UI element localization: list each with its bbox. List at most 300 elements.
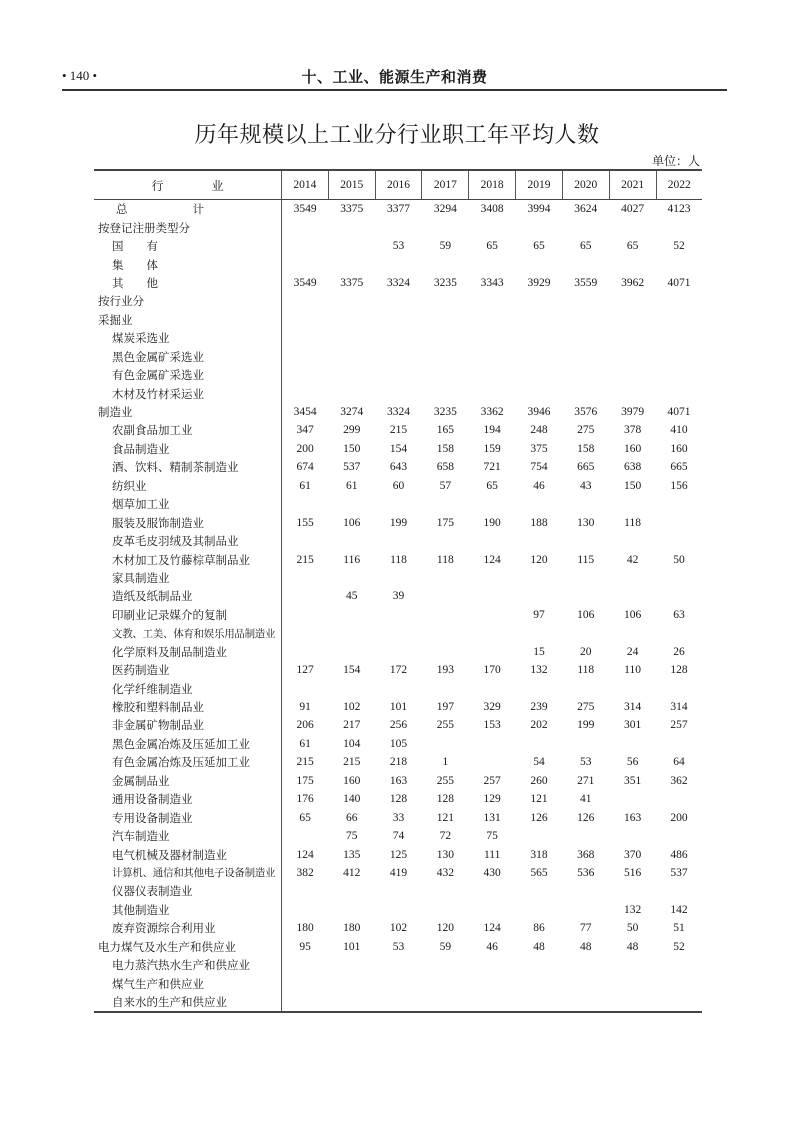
cell-value: 33 <box>392 811 405 824</box>
cell-value <box>469 255 516 273</box>
cell-value: 351 <box>623 774 642 787</box>
cell-value <box>609 366 656 384</box>
cell-value <box>656 513 702 531</box>
cell-value: 124 <box>483 922 501 935</box>
cell-value: 158 <box>577 442 595 455</box>
table-row <box>94 808 702 826</box>
row-label: 化学纤维制造业 <box>94 679 282 697</box>
cell-value: 3979 <box>621 406 645 419</box>
row-label: 电力煤气及水生产和供应业 <box>94 938 282 956</box>
cell-value <box>562 901 609 919</box>
row-label: 其 他 <box>94 274 282 292</box>
cell-value <box>656 218 702 236</box>
cell-value <box>328 901 375 919</box>
cell-value: 3324 <box>387 406 411 419</box>
table-row <box>94 753 702 771</box>
cell-value: 51 <box>673 922 685 935</box>
table-row <box>94 919 702 937</box>
cell-value: 202 <box>530 719 548 732</box>
cell-value <box>656 348 702 366</box>
cell-value: 15 <box>533 645 545 658</box>
row-label: 煤气生产和供应业 <box>94 974 282 992</box>
cell-value <box>282 974 329 992</box>
cell-value: 65 <box>580 240 592 253</box>
cell-value <box>422 348 469 366</box>
cell-value: 163 <box>389 774 408 787</box>
row-label: 金属制品业 <box>94 772 282 790</box>
cell-value: 120 <box>530 553 548 566</box>
table-row <box>94 329 702 347</box>
cell-value <box>656 587 702 605</box>
cell-value <box>469 606 516 624</box>
cell-value: 156 <box>670 479 688 492</box>
cell-value <box>469 311 516 329</box>
cell-value <box>422 532 469 550</box>
cell-value: 102 <box>343 701 361 714</box>
cell-value <box>516 329 563 347</box>
cell-value: 537 <box>343 461 361 474</box>
cell-value <box>469 882 516 900</box>
cell-value: 190 <box>483 516 501 529</box>
cell-value <box>469 753 516 771</box>
cell-value <box>422 255 469 273</box>
table-row <box>94 679 702 697</box>
cell-value: 412 <box>343 866 361 879</box>
cell-value <box>422 956 469 974</box>
cell-value <box>422 587 469 605</box>
column-header-year: 2021 <box>609 170 656 200</box>
cell-value: 638 <box>623 461 642 474</box>
cell-value: 4123 <box>667 203 691 216</box>
cell-value: 118 <box>436 553 454 566</box>
table-row <box>94 698 702 716</box>
cell-value <box>562 624 609 642</box>
table-row <box>94 550 702 568</box>
cell-value <box>656 956 702 974</box>
cell-value: 102 <box>389 922 408 935</box>
cell-value <box>516 366 563 384</box>
cell-value <box>422 329 469 347</box>
cell-value: 176 <box>296 793 314 806</box>
row-label: 皮革毛皮羽绒及其制品业 <box>94 532 282 550</box>
cell-value: 65 <box>486 240 498 253</box>
cell-value <box>282 569 329 587</box>
table-row <box>94 606 702 624</box>
cell-value: 20 <box>580 645 592 658</box>
cell-value: 124 <box>296 848 314 861</box>
cell-value: 3274 <box>340 406 364 419</box>
cell-value <box>375 384 422 402</box>
cell-value: 3454 <box>293 406 317 419</box>
table-title: 历年规模以上工业分行业职工年平均人数 <box>194 123 600 148</box>
cell-value <box>609 624 656 642</box>
cell-value: 257 <box>670 719 688 732</box>
cell-value: 61 <box>345 479 358 492</box>
cell-value <box>375 329 422 347</box>
cell-value: 105 <box>389 737 408 750</box>
page-header <box>62 66 727 88</box>
cell-value: 3559 <box>574 276 598 289</box>
cell-value: 154 <box>343 664 361 677</box>
cell-value: 3994 <box>527 203 551 216</box>
cell-value <box>328 366 375 384</box>
cell-value: 643 <box>389 461 408 474</box>
cell-value: 116 <box>343 553 361 566</box>
cell-value: 130 <box>436 848 454 861</box>
cell-value: 66 <box>345 811 358 824</box>
cell-value: 127 <box>296 664 314 677</box>
cell-value <box>469 956 516 974</box>
cell-value <box>516 255 563 273</box>
cell-value <box>422 624 469 642</box>
cell-value <box>328 624 375 642</box>
cell-value: 150 <box>623 479 642 492</box>
cell-value: 65 <box>486 479 498 492</box>
cell-value: 160 <box>670 442 688 455</box>
cell-value: 132 <box>530 664 548 677</box>
table-row <box>94 274 702 292</box>
cell-value <box>609 384 656 402</box>
row-label: 农副食品加工业 <box>94 421 282 439</box>
cell-value: 430 <box>483 866 501 879</box>
cell-value <box>282 901 329 919</box>
cell-value: 3549 <box>293 276 317 289</box>
cell-value <box>328 882 375 900</box>
cell-value: 721 <box>483 461 501 474</box>
table-row <box>94 348 702 366</box>
row-label: 专用设备制造业 <box>94 808 282 826</box>
cell-value: 46 <box>533 479 545 492</box>
cell-value <box>562 882 609 900</box>
cell-value: 170 <box>483 664 501 677</box>
cell-value: 382 <box>296 866 314 879</box>
cell-value <box>609 495 656 513</box>
page-number: • 140 • <box>62 68 98 83</box>
cell-value: 3946 <box>527 406 551 419</box>
column-header-year: 2015 <box>328 170 375 200</box>
cell-value: 50 <box>626 922 639 935</box>
cell-value <box>375 311 422 329</box>
cell-value: 301 <box>623 719 642 732</box>
table-row <box>94 845 702 863</box>
cell-value: 3362 <box>480 406 504 419</box>
cell-value <box>328 329 375 347</box>
cell-value: 200 <box>296 442 314 455</box>
cell-value: 206 <box>296 719 314 732</box>
table-row <box>94 993 702 1012</box>
cell-value <box>562 348 609 366</box>
row-label: 仪器仪表制造业 <box>94 882 282 900</box>
cell-value: 72 <box>439 830 452 843</box>
cell-value <box>422 901 469 919</box>
cell-value: 255 <box>436 774 454 787</box>
cell-value <box>375 956 422 974</box>
table-row <box>94 827 702 845</box>
cell-value: 63 <box>673 608 685 621</box>
cell-value <box>422 366 469 384</box>
cell-value <box>609 218 656 236</box>
table-row <box>94 311 702 329</box>
cell-value: 3235 <box>433 406 457 419</box>
cell-value <box>375 569 422 587</box>
cell-value <box>282 366 329 384</box>
row-label: 其他制造业 <box>94 901 282 919</box>
table-row <box>94 237 702 255</box>
table-row <box>94 790 702 808</box>
cell-value: 135 <box>343 848 361 861</box>
cell-value <box>469 218 516 236</box>
cell-value: 163 <box>623 811 642 824</box>
cell-value <box>469 569 516 587</box>
cell-value: 106 <box>623 608 642 621</box>
cell-value <box>375 495 422 513</box>
table-row <box>94 200 702 219</box>
cell-value <box>562 735 609 753</box>
column-header-year: 2018 <box>469 170 516 200</box>
cell-value: 486 <box>670 848 688 861</box>
cell-value <box>328 569 375 587</box>
cell-value: 115 <box>577 553 595 566</box>
column-header-year: 2014 <box>282 170 329 200</box>
cell-value <box>562 329 609 347</box>
cell-value: 516 <box>623 866 642 879</box>
cell-value <box>375 624 422 642</box>
row-label: 通用设备制造业 <box>94 790 282 808</box>
cell-value: 48 <box>533 940 545 953</box>
cell-value <box>282 255 329 273</box>
cell-value <box>469 974 516 992</box>
cell-value <box>469 384 516 402</box>
cell-value: 275 <box>577 424 595 437</box>
cell-value: 175 <box>296 774 314 787</box>
cell-value <box>516 974 563 992</box>
cell-value <box>282 237 329 255</box>
cell-value: 165 <box>436 424 454 437</box>
cell-value <box>282 993 329 1012</box>
cell-value: 3375 <box>340 276 364 289</box>
cell-value <box>469 993 516 1012</box>
cell-value <box>469 643 516 661</box>
row-label: 服装及服饰制造业 <box>94 513 282 531</box>
cell-value <box>516 292 563 310</box>
cell-value <box>422 384 469 402</box>
cell-value: 158 <box>436 442 454 455</box>
cell-value: 60 <box>392 479 405 492</box>
row-label: 印刷业记录媒介的复制 <box>94 606 282 624</box>
row-label: 总 计 <box>94 200 282 219</box>
cell-value <box>609 735 656 753</box>
table-row <box>94 661 702 679</box>
cell-value: 130 <box>577 516 595 529</box>
cell-value <box>656 532 702 550</box>
cell-value <box>422 974 469 992</box>
cell-value: 125 <box>389 848 408 861</box>
cell-value: 150 <box>343 442 361 455</box>
cell-value: 275 <box>577 701 595 714</box>
cell-value: 3624 <box>574 203 598 216</box>
cell-value: 215 <box>296 553 314 566</box>
cell-value <box>469 587 516 605</box>
table-row <box>94 864 702 882</box>
cell-value: 3549 <box>293 203 317 216</box>
row-label: 食品制造业 <box>94 440 282 458</box>
cell-value: 53 <box>580 756 592 769</box>
row-label: 废弃资源综合利用业 <box>94 919 282 937</box>
cell-value <box>516 218 563 236</box>
cell-value <box>422 735 469 753</box>
cell-value: 4071 <box>667 276 691 289</box>
cell-value <box>328 495 375 513</box>
cell-value <box>328 348 375 366</box>
cell-value: 129 <box>483 793 501 806</box>
cell-value <box>562 679 609 697</box>
cell-value <box>656 735 702 753</box>
cell-value: 42 <box>626 553 639 566</box>
cell-value <box>562 366 609 384</box>
cell-value <box>282 495 329 513</box>
table-row <box>94 901 702 919</box>
table-row <box>94 587 702 605</box>
row-label: 按登记注册类型分 <box>94 218 282 236</box>
cell-value <box>609 292 656 310</box>
row-label: 制造业 <box>94 403 282 421</box>
cell-value: 3294 <box>433 203 457 216</box>
cell-value: 419 <box>389 866 408 879</box>
cell-value: 215 <box>343 756 361 769</box>
cell-value: 3962 <box>621 276 645 289</box>
cell-value: 86 <box>533 922 545 935</box>
cell-value <box>282 827 329 845</box>
table-row <box>94 440 702 458</box>
cell-value: 314 <box>670 701 688 714</box>
employee-table <box>94 169 702 1013</box>
cell-value: 218 <box>389 756 408 769</box>
cell-value <box>422 606 469 624</box>
cell-value: 370 <box>623 848 642 861</box>
cell-value <box>375 882 422 900</box>
cell-value <box>469 329 516 347</box>
row-label: 黑色金属冶炼及压延加工业 <box>94 735 282 753</box>
cell-value <box>609 974 656 992</box>
row-label: 电气机械及器材制造业 <box>94 845 282 863</box>
cell-value <box>282 882 329 900</box>
cell-value <box>609 587 656 605</box>
cell-value: 101 <box>389 701 408 714</box>
cell-value: 4027 <box>621 203 645 216</box>
cell-value <box>375 292 422 310</box>
cell-value <box>609 882 656 900</box>
row-label: 按行业分 <box>94 292 282 310</box>
cell-value <box>282 606 329 624</box>
column-header-year: 2017 <box>422 170 469 200</box>
cell-value <box>328 311 375 329</box>
cell-value <box>609 956 656 974</box>
cell-value: 255 <box>436 719 454 732</box>
cell-value <box>422 569 469 587</box>
cell-value <box>282 643 329 661</box>
cell-value <box>469 292 516 310</box>
row-label: 计算机、通信和其他电子设备制造业 <box>94 864 282 882</box>
cell-value: 95 <box>299 940 311 953</box>
cell-value: 3235 <box>433 276 457 289</box>
cell-value: 180 <box>296 922 314 935</box>
cell-value: 160 <box>343 774 361 787</box>
cell-value: 106 <box>343 516 361 529</box>
cell-value <box>282 384 329 402</box>
cell-value <box>609 329 656 347</box>
cell-value <box>282 956 329 974</box>
cell-value <box>516 993 563 1012</box>
cell-value: 74 <box>392 830 405 843</box>
table-row <box>94 956 702 974</box>
cell-value: 43 <box>580 479 592 492</box>
cell-value: 3408 <box>480 203 504 216</box>
cell-value <box>656 366 702 384</box>
cell-value: 410 <box>670 424 688 437</box>
cell-value <box>328 292 375 310</box>
cell-value: 248 <box>530 424 548 437</box>
cell-value: 3377 <box>387 203 411 216</box>
cell-value <box>422 218 469 236</box>
cell-value <box>516 827 563 845</box>
cell-value: 75 <box>486 830 498 843</box>
table-row <box>94 624 702 642</box>
row-label: 汽车制造业 <box>94 827 282 845</box>
cell-value: 665 <box>670 461 688 474</box>
cell-value: 153 <box>483 719 501 732</box>
cell-value: 132 <box>623 903 642 916</box>
cell-value: 118 <box>577 664 595 677</box>
cell-value <box>469 901 516 919</box>
cell-value: 131 <box>483 811 501 824</box>
row-label: 纺织业 <box>94 477 282 495</box>
cell-value <box>656 882 702 900</box>
table-row <box>94 882 702 900</box>
cell-value: 59 <box>439 240 452 253</box>
cell-value: 199 <box>389 516 408 529</box>
cell-value <box>469 495 516 513</box>
cell-value: 368 <box>577 848 595 861</box>
cell-value: 41 <box>580 793 592 806</box>
table-row <box>94 513 702 531</box>
cell-value: 1 <box>442 756 449 769</box>
cell-value: 536 <box>577 866 595 879</box>
cell-value <box>328 956 375 974</box>
cell-value <box>516 679 563 697</box>
cell-value: 3324 <box>387 276 411 289</box>
table-row <box>94 458 702 476</box>
table-row <box>94 421 702 439</box>
cell-value: 271 <box>577 774 595 787</box>
row-label: 造纸及纸制品业 <box>94 587 282 605</box>
cell-value <box>516 569 563 587</box>
cell-value: 101 <box>343 940 361 953</box>
cell-value <box>375 218 422 236</box>
row-label: 电力蒸汽热水生产和供应业 <box>94 956 282 974</box>
cell-value <box>562 292 609 310</box>
cell-value <box>516 624 563 642</box>
row-label: 非金属矿物制品业 <box>94 716 282 734</box>
cell-value: 239 <box>530 701 548 714</box>
cell-value: 48 <box>580 940 592 953</box>
row-label: 家具制造业 <box>94 569 282 587</box>
cell-value: 77 <box>580 922 592 935</box>
cell-value <box>562 993 609 1012</box>
cell-value <box>609 679 656 697</box>
cell-value <box>375 901 422 919</box>
table-row <box>94 403 702 421</box>
cell-value: 121 <box>436 811 454 824</box>
